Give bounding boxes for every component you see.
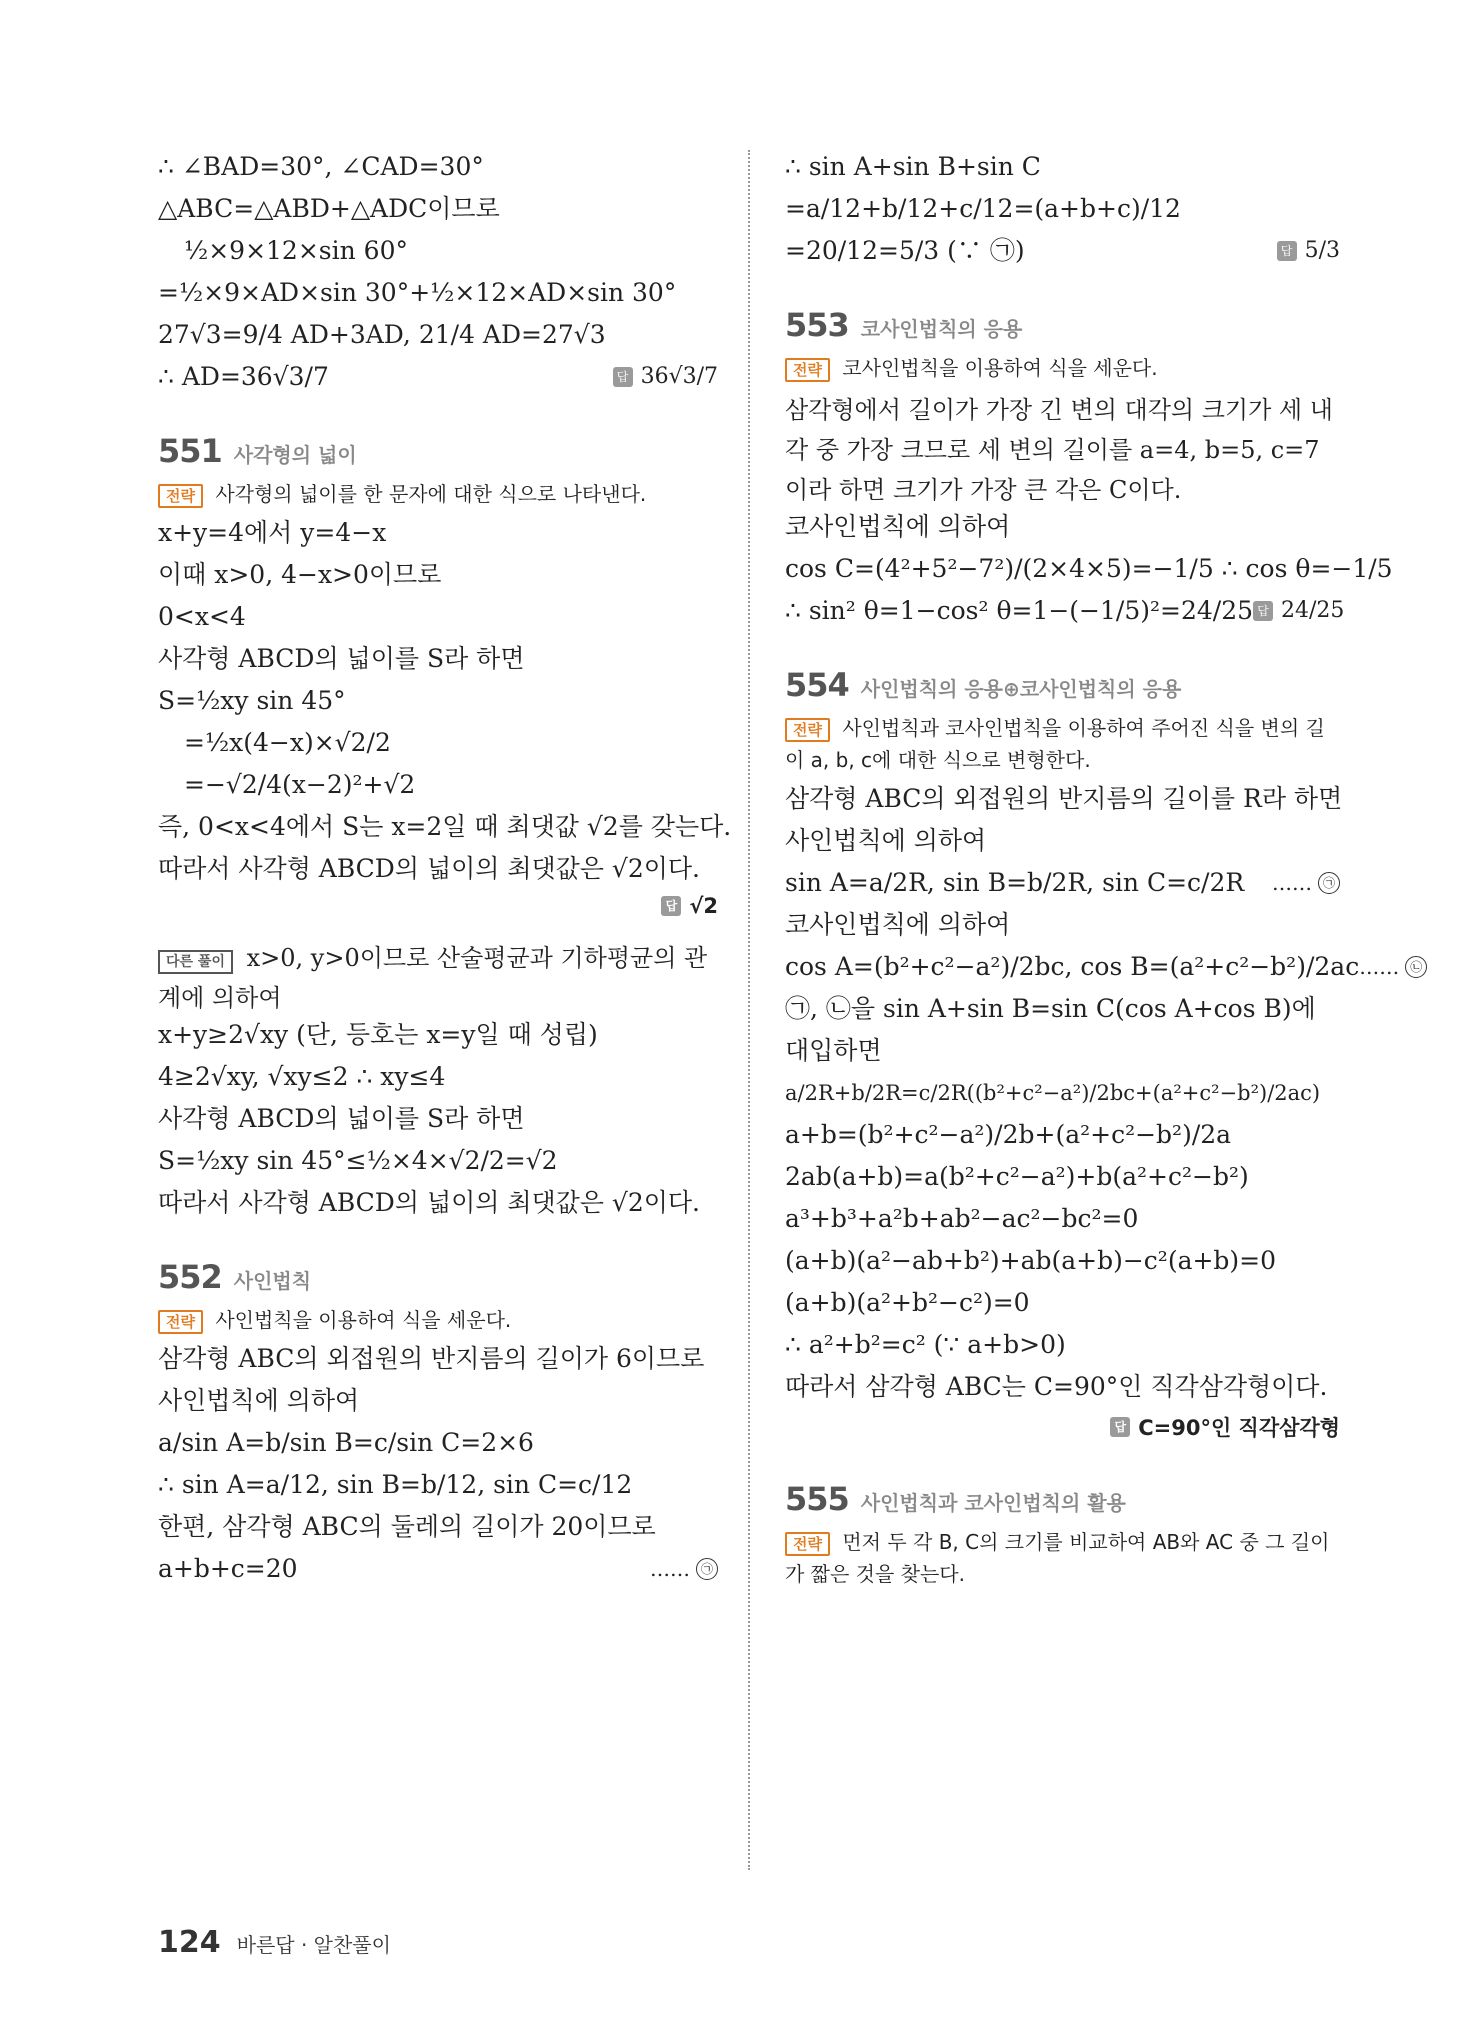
solution-line: sin A=a/2R, sin B=b/2R, sin C=c/2R [785,868,1245,897]
circled-label: ㉡ [1405,956,1427,978]
strategy-line [785,712,1340,776]
solution-line: a/sin A=b/sin B=c/sin C=2×6 [158,1428,534,1457]
marked-equation [785,950,1423,984]
solution-line: 사각형 ABCD의 넓이를 S라 하면 [158,644,525,673]
answer-value: C=90°인 직각삼각형 [1138,1416,1340,1440]
solution-line: =½×9×AD×sin 30°+½×12×AD×sin 30° [158,278,677,307]
problem-title: 사각형의 넓이 [233,443,357,467]
alt-solution-line: S=½xy sin 45°≤½×4×√2/2=√2 [158,1146,558,1175]
strategy-tag: 전략 [158,1310,203,1334]
solution-line: ½×9×12×sin 60° [184,236,408,265]
strategy-line [785,1526,1340,1590]
solution-line: △ABC=△ABD+△ADC이므로 [158,194,500,223]
problem-title: 코사인법칙의 응용 [860,317,1023,341]
right-column [785,150,1423,1596]
solution-line: ㉠, ㉡을 sin A+sin B=sin C(cos A+cos B)에 [785,994,1316,1023]
answer-row [785,594,1345,628]
strategy-line [785,352,1340,384]
solution-line: ∴ sin A=a/12, sin B=b/12, sin C=c/12 [158,1470,633,1499]
problem-header-555 [785,1480,1340,1518]
solution-line: ∴ a²+b²=c² (∵ a+b>0) [785,1330,1066,1359]
solution-line: 삼각형 ABC의 외접원의 반지름의 길이가 6이므로 [158,1344,705,1373]
marker-dots: …… [650,1557,690,1581]
solution-line: (a+b)(a²−ab+b²)+ab(a+b)−c²(a+b)=0 [785,1246,1277,1275]
solution-line: =½x(4−x)×√2/2 [184,728,391,757]
problem-header-551 [158,432,718,470]
solution-line: =a/12+b/12+c/12=(a+b+c)/12 [785,194,1181,223]
solution-line: x+y=4에서 y=4−x [158,518,387,547]
solution-line: 즉, 0<x<4에서 S는 x=2일 때 최댓값 √2를 갖는다. [158,812,732,841]
answer-value: 24/25 [1281,598,1345,623]
answer-box [613,360,718,394]
strategy-text: 사인법칙을 이용하여 식을 세운다. [215,1308,512,1332]
strategy-text: 먼저 두 각 B, C의 크기를 비교하여 AB와 AC 중 그 길이가 짧은 것을 찾는다. [785,1530,1330,1586]
strategy-text: 코사인법칙을 이용하여 식을 세운다. [842,356,1158,380]
solution-line: ∴ sin A+sin B+sin C [785,152,1041,181]
solution-line: ∴ sin² θ=1−cos² θ=1−(−1/5)²=24/25 [785,596,1254,625]
strategy-line [158,1304,718,1336]
left-column [158,150,732,1594]
problem-number: 552 [158,1258,222,1296]
column-divider [748,150,750,1870]
strategy-tag: 전략 [785,358,830,382]
solution-line: ∴ AD=36√3/7 [158,362,329,391]
marked-equation [785,866,1340,900]
strategy-tag: 전략 [158,484,203,508]
solution-line: 코사인법칙에 의하여 [785,910,1011,939]
problem-number: 553 [785,306,849,344]
alt-solution-line: x+y≥2√xy (단, 등호는 x=y일 때 성립) [158,1020,598,1049]
problem-number: 551 [158,432,222,470]
answer-icon: 답 [1110,1417,1130,1437]
answer-box [158,894,718,918]
answer-icon: 답 [1253,601,1273,621]
problem-title: 사인법칙의 응용⊕코사인법칙의 응용 [860,677,1182,701]
solution-line: a+b=(b²+c²−a²)/2b+(a²+c²−b²)/2a [785,1120,1232,1149]
solution-line: S=½xy sin 45° [158,686,346,715]
solution-line: 2ab(a+b)=a(b²+c²−a²)+b(a²+c²−b²) [785,1162,1249,1191]
marker-dots: …… [1272,871,1312,895]
problem-header-553 [785,306,1340,344]
solution-line: 따라서 사각형 ABCD의 넓이의 최댓값은 √2이다. [158,854,700,883]
problem-header-554 [785,666,1340,704]
answer-box [785,1412,1340,1442]
alt-solution-text: x>0, y>0이므로 산술평균과 기하평균의 관계에 의하여 [158,944,708,1012]
solution-line: 이때 x>0, 4−x>0이므로 [158,560,442,589]
circled-label: ㉠ [696,1558,718,1580]
alt-solution-line: 4≥2√xy, √xy≤2 ∴ xy≤4 [158,1062,446,1091]
solution-line: (a+b)(a²+b²−c²)=0 [785,1288,1030,1317]
answer-row [785,234,1340,268]
solution-line: =−√2/4(x−2)²+√2 [184,770,416,799]
solution-line: 27√3=9/4 AD+3AD, 21/4 AD=27√3 [158,320,606,349]
solution-line: 코사인법칙에 의하여 [785,512,1011,541]
answer-box [1277,234,1340,268]
paragraph: 삼각형에서 길이가 가장 긴 변의 대각의 크기가 세 내각 중 가장 크므로 세 변의 길이를 a=4, b=5, c=7이라 하면 크기가 가장 큰 각은 C이다. [785,396,1333,504]
answer-box [1253,594,1344,628]
problem-header-552 [158,1258,718,1296]
solution-line: a³+b³+a²b+ab²−ac²−bc²=0 [785,1204,1139,1233]
equation-marker [650,1552,718,1586]
solution-line: 0<x<4 [158,602,246,631]
alt-solution-line [158,938,718,1018]
strategy-text: 사인법칙과 코사인법칙을 이용하여 주어진 식을 변의 길이 a, b, c에 대한 식으로 변형한다. [785,716,1325,772]
solution-line: 삼각형 ABC의 외접원의 반지름의 길이를 R라 하면 [785,784,1343,813]
answer-value: √2 [689,894,718,918]
marker-dots: …… [1359,955,1400,979]
page-number: 124 [158,1925,221,1960]
answer-value: 36√3/7 [640,364,718,389]
page-footer [158,1925,391,1960]
circled-label: ㉠ [1318,872,1340,894]
answer-icon: 답 [613,367,633,387]
alt-solution-tag: 다른 풀이 [158,950,233,974]
solution-line: 사인법칙에 의하여 [158,1386,360,1415]
strategy-tag: 전략 [785,1532,830,1556]
solution-line: 따라서 삼각형 ABC는 C=90°인 직각삼각형이다. [785,1372,1328,1401]
marked-equation [158,1552,718,1586]
solution-line: a+b+c=20 [158,1554,298,1583]
alt-solution-line: 사각형 ABCD의 넓이를 S라 하면 [158,1104,525,1133]
equation-marker [1272,866,1340,900]
solution-line: a/2R+b/2R=c/2R((b²+c²−a²)/2bc+(a²+c²−b²)/2ac) [785,1081,1321,1105]
strategy-tag: 전략 [785,718,830,742]
solution-line: 한편, 삼각형 ABC의 둘레의 길이가 20이므로 [158,1512,656,1541]
strategy-line [158,478,718,510]
solution-line: cos C=(4²+5²−7²)/(2×4×5)=−1/5 ∴ cos θ=−1/5 [785,554,1393,583]
answer-value: 5/3 [1304,238,1340,263]
answer-row [158,360,718,394]
problem-number: 555 [785,1480,849,1518]
problem-title: 사인법칙과 코사인법칙의 활용 [860,1491,1126,1515]
strategy-text: 사각형의 넓이를 한 문자에 대한 식으로 나타낸다. [215,482,647,506]
problem-number: 554 [785,666,849,704]
answer-icon: 답 [1277,241,1297,261]
alt-solution-line: 따라서 사각형 ABCD의 넓이의 최댓값은 √2이다. [158,1188,700,1217]
solution-line: ∴ ∠BAD=30°, ∠CAD=30° [158,152,484,181]
problem-title: 사인법칙 [233,1269,312,1293]
equation-marker [1359,950,1427,984]
solution-line: =20/12=5/3 (∵ ㉠) [785,236,1025,265]
solution-line: 대입하면 [785,1036,882,1065]
answer-icon: 답 [661,896,681,916]
solution-line: 사인법칙에 의하여 [785,826,987,855]
solution-line: cos A=(b²+c²−a²)/2bc, cos B=(a²+c²−b²)/2ac [785,952,1360,981]
page-footer-label: 바른답 · 알찬풀이 [236,1933,391,1957]
